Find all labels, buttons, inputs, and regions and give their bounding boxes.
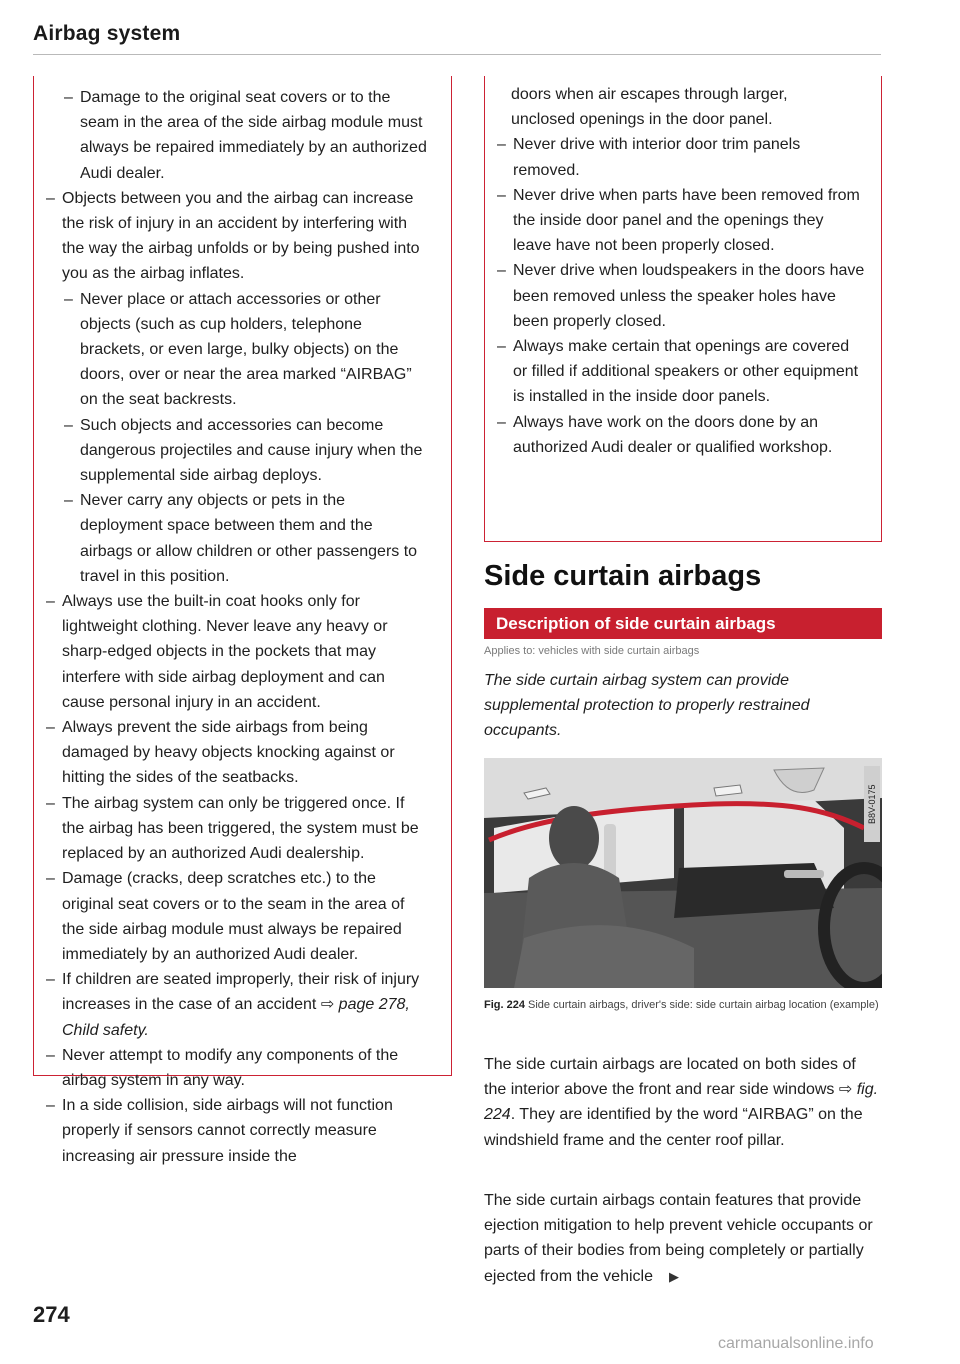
figure-side-curtain-airbag (484, 758, 882, 988)
warning-item (34, 1093, 429, 1169)
paragraph-text: The side curtain airbags contain features that provide ejection mitigation to help prevent vehicle occupants or parts of their bodies from being completely or partially ejected from the vehicle (484, 1192, 873, 1285)
paragraph-text-after-ref: . They are identified by the word “AIRBAG” on the windshield frame and the center roof pillar. (484, 1106, 863, 1149)
figure-code-label: B8V-0175 (864, 766, 880, 842)
warning-item-text: Never carry any objects or pets in the deployment space between them and the airbags or allow children or other passengers to travel in this position. (80, 492, 418, 585)
warning-item-text: Never drive with interior door trim panels removed. (513, 136, 801, 179)
section-heading: Side curtain airbags (484, 560, 762, 592)
warning-item-text: Never place or attach accessories or other objects (such as cup holders, telephone brackets, or even large, bulky objects) on the doors, over or near the area marked “AIRBAG” on the seat backrests. (80, 290, 412, 409)
warning-continuation-text: doors when air escapes through larger, unclosed openings in the door panel. (511, 86, 788, 129)
warning-item-text: Always make certain that openings are covered or filled if additional speakers or other equipment is installed in the inside door panels. (513, 338, 859, 406)
warning-item (34, 715, 429, 791)
warning-item-text: Always have work on the doors done by an authorized Audi dealer or qualified workshop. (513, 413, 833, 456)
watermark: carmanualsonline.info (718, 1335, 874, 1352)
warning-item-text: Always prevent the side airbags from being damaged by heavy objects knocking against or hitting the sides of the seatbacks. (62, 719, 395, 787)
header-divider (33, 54, 881, 55)
applies-to-note: Applies to: vehicles with side curtain airbags (484, 645, 700, 657)
warning-item-text: If children are seated improperly, their risk of injury increases in the case of an accident (62, 971, 420, 1014)
body-paragraph-ejection (484, 1188, 882, 1289)
warning-item (34, 413, 429, 489)
warning-list-left (34, 76, 451, 1169)
warning-item (34, 866, 429, 967)
warning-item (34, 85, 429, 186)
figure-caption-text: Side curtain airbags, driver's side: side curtain airbag location (example) (524, 999, 879, 1011)
figure-reference-link[interactable]: ⇨ fig. 224 (484, 1081, 879, 1124)
subsection-heading: Description of side curtain airbags (484, 608, 882, 639)
section-header-title: Airbag system (33, 22, 181, 45)
page-number: 274 (33, 1302, 70, 1327)
warning-item (485, 183, 865, 259)
warning-item-text: Such objects and accessories can become dangerous projectiles and cause injury when the supplemental side airbag deploys. (80, 416, 423, 485)
warning-item (485, 410, 865, 460)
warning-item-text: Always use the built-in coat hooks only for lightweight clothing. Never leave any heavy or sharp-edged objects in the pockets that may interfere with side airbag deployment and can cause personal injury in an accident. (62, 593, 388, 711)
warning-item (34, 791, 429, 867)
warning-item (34, 287, 429, 413)
warning-list-right (485, 132, 865, 460)
paragraph-text-before-ref: The side curtain airbags are located on both sides of the interior above the front and rear side windows (484, 1056, 856, 1099)
warning-item (34, 967, 429, 1043)
warning-item (485, 132, 865, 182)
warning-item-text: Damage (cracks, deep scratches etc.) to the original seat covers or to the seam in the area of the side airbag module must always be repaired immediately by an authorized Audi dealer. (62, 870, 405, 963)
warning-item-text: The airbag system can only be triggered once. If the airbag has been triggered, the system must be replaced by an authorized Audi dealership. (62, 794, 419, 863)
warning-item-text: Objects between you and the airbag can increase the risk of injury in an accident by interfering with the way the airbag unfolds or by being pushed into you as the airbag inflates. (62, 189, 420, 283)
continue-arrow-icon: ▶ (668, 1268, 679, 1284)
body-paragraph-location (484, 1052, 882, 1153)
page-reference-link[interactable]: ⇨ page 278, Child safety. (62, 996, 410, 1039)
warning-item (34, 488, 429, 589)
warning-box-right (484, 76, 882, 542)
warning-item (34, 186, 429, 287)
warning-item-text: Damage to the original seat covers or to the seam in the area of the side airbag module must always be repaired immediately by an authorized Audi dealer. (80, 89, 427, 182)
figure-caption-label: Fig. 224 (484, 999, 525, 1011)
warning-item-text: In a side collision, side airbags will not function properly if sensors cannot correctly measure increasing air pressure inside the (62, 1097, 393, 1165)
warning-box-left (33, 76, 452, 1165)
warning-item (34, 589, 429, 715)
warning-item-text: Never attempt to modify any components of the airbag system in any way. (62, 1046, 399, 1089)
warning-item-text: Never drive when loudspeakers in the doors have been removed unless the speaker holes have been properly closed. (513, 262, 865, 330)
figure-caption (484, 996, 882, 1014)
warning-item (34, 1043, 429, 1093)
car-interior-illustration (484, 758, 882, 988)
warning-item (485, 334, 865, 410)
intro-text: The side curtain airbag system can provide supplemental protection to properly restrained occupants. (484, 672, 810, 740)
warning-item (485, 258, 865, 334)
warning-item-text: Never drive when parts have been removed from the inside door panel and the openings they leave have not been properly closed. (513, 186, 860, 255)
